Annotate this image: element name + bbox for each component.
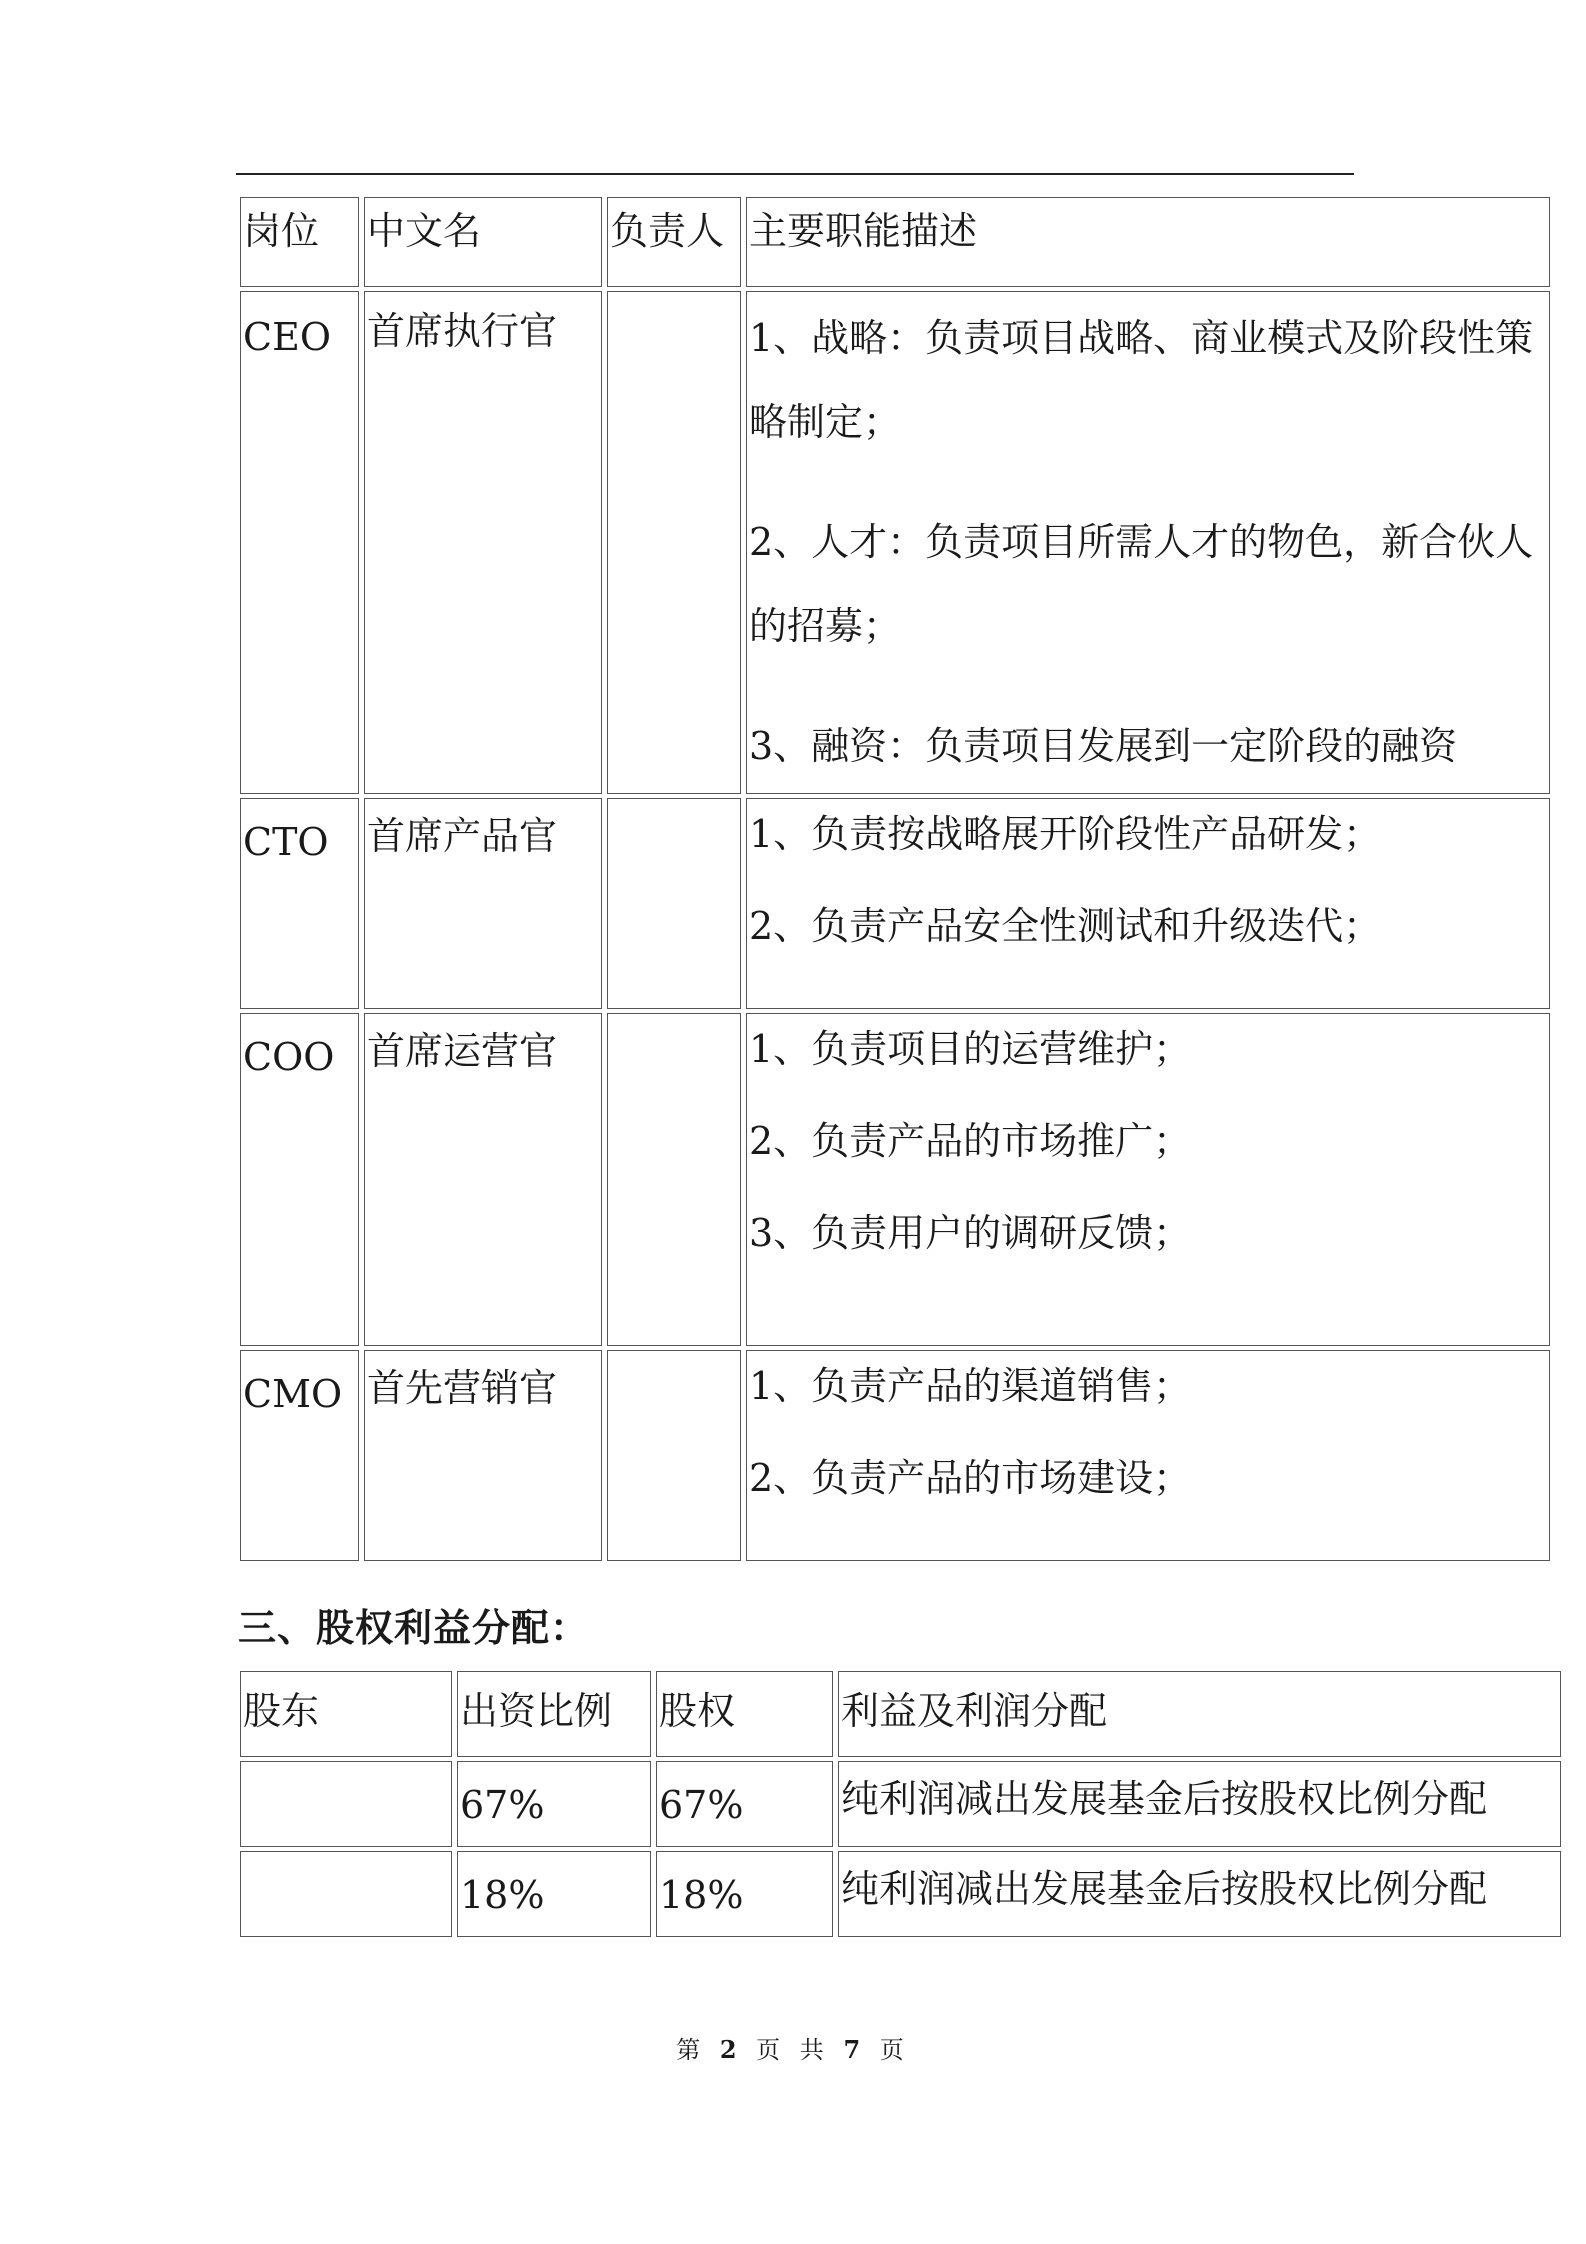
table-row-coo bbox=[240, 1013, 1550, 1346]
table-row-cto bbox=[240, 798, 1550, 1009]
header-duties: 主要职能描述 bbox=[746, 197, 1550, 287]
cell-distribution: 纯利润减出发展基金后按股权比例分配 bbox=[838, 1851, 1561, 1937]
footer-total-pages: 7 bbox=[843, 2035, 867, 2064]
footer-prefix: 第 bbox=[676, 2036, 707, 2064]
duty-line: 1、负责产品的渠道销售； bbox=[749, 1364, 1192, 1408]
header-rule bbox=[236, 173, 1354, 175]
header-position: 岗位 bbox=[240, 197, 359, 287]
cell-shareholder bbox=[240, 1851, 452, 1937]
cell-shareholder bbox=[240, 1761, 452, 1847]
cell-cn-name: 首席执行官 bbox=[364, 291, 602, 794]
cell-duties bbox=[746, 798, 1550, 1009]
table-row bbox=[240, 1851, 1561, 1937]
cell-duties bbox=[746, 291, 1550, 794]
duty-line: 2、负责产品安全性测试和升级迭代； bbox=[749, 904, 1382, 948]
cell-position: CTO bbox=[240, 798, 359, 1009]
cell-capital-ratio: 18% bbox=[457, 1851, 651, 1937]
header-shareholder: 股东 bbox=[240, 1671, 452, 1757]
cell-owner bbox=[607, 798, 741, 1009]
table-row-ceo bbox=[240, 291, 1550, 794]
duty-line: 1、负责按战略展开阶段性产品研发； bbox=[749, 812, 1382, 856]
duty-line: 3、负责用户的调研反馈； bbox=[749, 1211, 1192, 1255]
cell-distribution: 纯利润减出发展基金后按股权比例分配 bbox=[838, 1761, 1561, 1847]
page-footer bbox=[0, 2030, 1586, 2065]
duty-line: 1、战略：负责项目战略、商业模式及阶段性策略制定； bbox=[749, 316, 1534, 444]
cell-position: CEO bbox=[240, 291, 359, 794]
cell-owner bbox=[607, 291, 741, 794]
cell-duties bbox=[746, 1350, 1550, 1561]
duty-line: 1、负责项目的运营维护； bbox=[749, 1027, 1192, 1071]
duty-line: 2、人才：负责项目所需人才的物色，新合伙人的招募； bbox=[749, 520, 1534, 648]
cell-equity: 18% bbox=[656, 1851, 833, 1937]
table-row-cmo bbox=[240, 1350, 1550, 1561]
cell-capital-ratio: 67% bbox=[457, 1761, 651, 1847]
duty-line: 2、负责产品的市场推广； bbox=[749, 1119, 1192, 1163]
cell-owner bbox=[607, 1013, 741, 1346]
equity-table bbox=[235, 1667, 1566, 1941]
cell-owner bbox=[607, 1350, 741, 1561]
cell-cn-name: 首席产品官 bbox=[364, 798, 602, 1009]
header-equity: 股权 bbox=[656, 1671, 833, 1757]
duty-line: 3、融资：负责项目发展到一定阶段的融资 bbox=[749, 724, 1458, 768]
header-owner: 负责人 bbox=[607, 197, 741, 287]
cell-equity: 67% bbox=[656, 1761, 833, 1847]
section-heading: 三、股权利益分配： bbox=[238, 1606, 590, 1650]
cell-duties bbox=[746, 1013, 1550, 1346]
footer-page-number: 2 bbox=[719, 2035, 743, 2064]
footer-middle: 页 共 bbox=[756, 2036, 830, 2064]
header-capital-ratio: 出资比例 bbox=[457, 1671, 651, 1757]
roles-table bbox=[235, 193, 1555, 1565]
cell-position: CMO bbox=[240, 1350, 359, 1561]
cell-cn-name: 首席运营官 bbox=[364, 1013, 602, 1346]
footer-suffix: 页 bbox=[879, 2036, 910, 2064]
header-distribution: 利益及利润分配 bbox=[838, 1671, 1561, 1757]
table-row bbox=[240, 1761, 1561, 1847]
roles-header-row bbox=[240, 197, 1550, 287]
header-cn-name: 中文名 bbox=[364, 197, 602, 287]
equity-header-row bbox=[240, 1671, 1561, 1757]
duty-line: 2、负责产品的市场建设； bbox=[749, 1456, 1192, 1500]
cell-cn-name: 首先营销官 bbox=[364, 1350, 602, 1561]
cell-position: COO bbox=[240, 1013, 359, 1346]
